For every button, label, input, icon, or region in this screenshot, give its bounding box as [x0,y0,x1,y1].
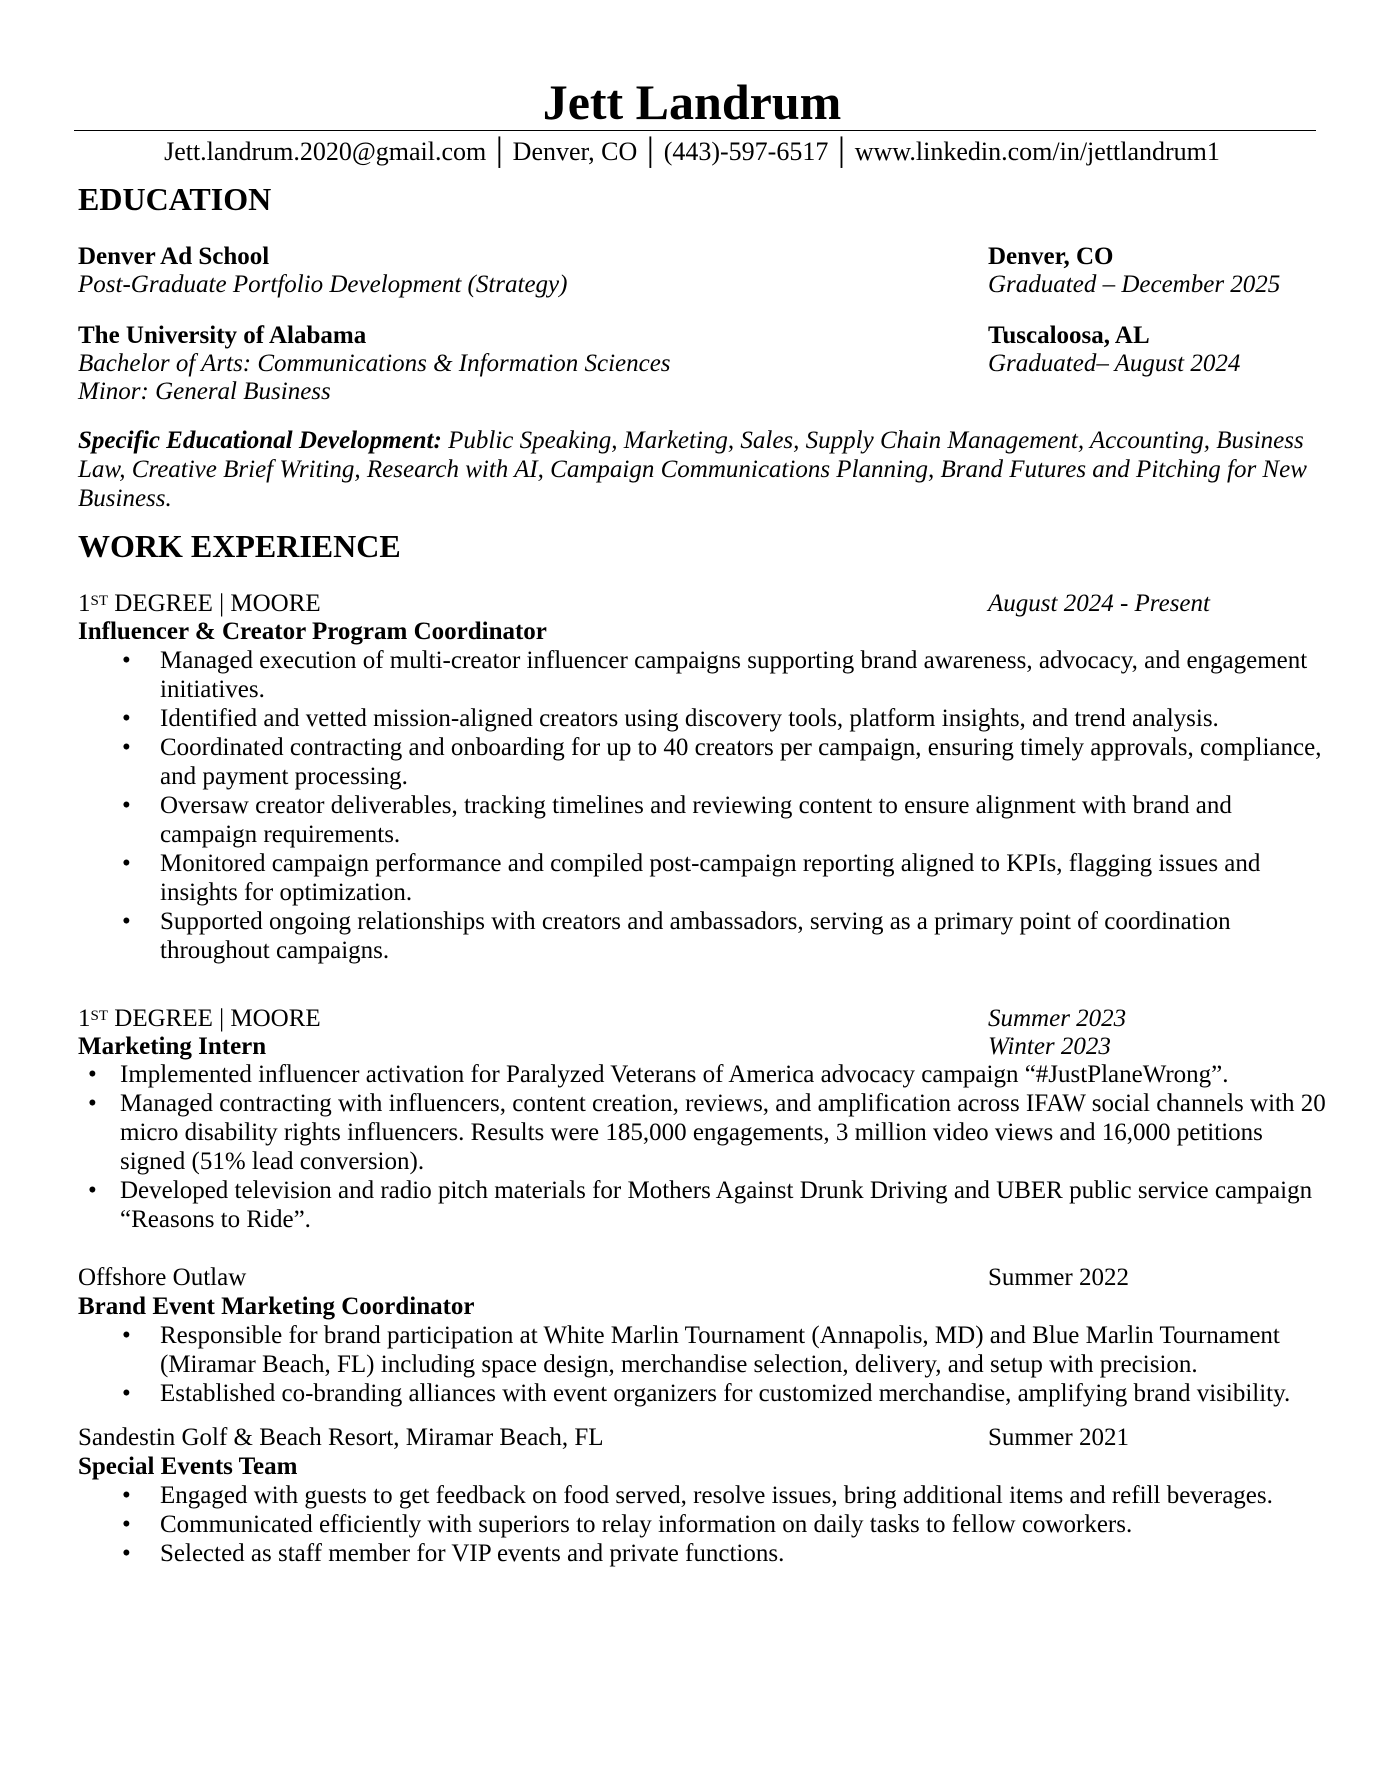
job-date: Summer 2023 [988,1005,1127,1032]
list-item: • Oversaw creator deliverables, tracking timelines and reviewing content to ensure alignment with brand and campaign requirements. [122,792,1232,848]
job-role: Brand Event Marketing Coordinator [78,1293,475,1320]
job-company-row [78,589,1318,618]
job-date-secondary: Winter 2023 [988,1033,1111,1060]
list-item: • Managed contracting with influencers, content creation, reviews, and amplification across IFAW social channels with 20 micro disability rights influencers. Results were 185,000 engagements, 3 million video views and 16,000 petitions signed (51% lead conversion). [88,1090,1326,1175]
educational-development-text: Public Speaking, Marketing, Sales, Supply Chain Management, Accounting, Business Law, Creative Brief Writing, Research with AI, Campaign Communications Planning, Brand Futures and Pitching for New Business. [78,427,1307,512]
job-company: 1ST DEGREE | MOORE [78,1005,321,1032]
list-item: • Coordinated contracting and onboarding for up to 40 creators per campaign, ensuring timely approvals, compliance, and payment processing. [122,734,1322,790]
list-item: • Engaged with guests to get feedback on food served, resolve issues, bring additional items and refill beverages. [122,1482,1273,1509]
school-date: Graduated – December 2025 [988,271,1281,298]
contact-line [0,136,1384,168]
contact-linkedin: www.linkedin.com/in/jettlandrum1 [854,137,1220,166]
list-item: • Monitored campaign performance and compiled post-campaign reporting aligned to KPIs, flagging issues and insights for optimization. [122,850,1261,906]
list-item: • Selected as staff member for VIP events and private functions. [122,1540,785,1567]
job-company-row [78,1004,1318,1033]
list-item: • Communicated efficiently with superiors to relay information on daily tasks to fellow coworkers. [122,1511,1133,1538]
candidate-name: Jett Landrum [542,74,842,130]
job-company: 1ST DEGREE | MOORE [78,590,321,617]
contact-separator: │ [641,137,660,166]
job-bullets [122,1321,1330,1408]
educational-development-label: Specific Educational Development: [78,427,442,454]
job-role-row [78,1032,1318,1061]
school-name: Denver Ad School [78,243,270,270]
job-company-row [78,1423,1318,1452]
contact-email: Jett.landrum.2020@gmail.com [164,137,487,166]
job-bullets [88,1060,1330,1234]
contact-location: Denver, CO [512,137,638,166]
job-bullets [122,1481,1330,1568]
school-name: The University of Alabama [78,322,367,349]
job-role: Special Events Team [78,1453,298,1480]
school-location: Denver, CO [988,243,1114,270]
job-company: Offshore Outlaw [78,1264,247,1291]
list-item: • Identified and vetted mission-aligned creators using discovery tools, platform insights, and trend analysis. [122,705,1219,732]
list-item: • Developed television and radio pitch materials for Mothers Against Drunk Driving and UBER public service campaign “Reasons to Ride”. [88,1177,1313,1233]
contact-separator: │ [490,137,509,166]
list-item: • Managed execution of multi-creator influencer campaigns supporting brand awareness, advocacy, and engagement initiatives. [122,647,1308,703]
school-row [78,242,1318,271]
school-row [78,321,1318,350]
education-heading: EDUCATION [78,181,272,217]
school-minor: Minor: General Business [78,378,331,405]
list-item: • Implemented influencer activation for Paralyzed Veterans of America advocacy campaign “#JustPlaneWrong”. [88,1061,1229,1088]
contact-phone: (443)-597-6517 [663,137,829,166]
school-location: Tuscaloosa, AL [988,322,1150,349]
work-experience-heading: WORK EXPERIENCE [78,528,401,564]
school-program: Post-Graduate Portfolio Development (Strategy) [78,271,568,298]
job-role: Marketing Intern [78,1033,267,1060]
school-date: Graduated– August 2024 [988,350,1241,377]
header-divider [74,130,1316,131]
school-program-row [78,349,1318,378]
job-company: Sandestin Golf & Beach Resort, Miramar Beach, FL [78,1424,604,1451]
contact-separator: │ [832,137,851,166]
list-item: • Responsible for brand participation at White Marlin Tournament (Annapolis, MD) and Blue Marlin Tournament (Miramar Beach, FL) including space design, merchandise selection, delivery, and setup with precision. [122,1322,1280,1378]
job-bullets [122,646,1330,965]
job-role: Influencer & Creator Program Coordinator [78,618,547,645]
job-date: August 2024 - Present [988,590,1210,617]
list-item: • Established co-branding alliances with event organizers for customized merchandise, amplifying brand visibility. [122,1380,1291,1407]
job-date: Summer 2022 [988,1264,1129,1291]
job-company-row [78,1263,1318,1292]
educational-development [78,426,1324,513]
school-program: Bachelor of Arts: Communications & Information Sciences [78,350,671,377]
list-item: • Supported ongoing relationships with creators and ambassadors, serving as a primary point of coordination throughout campaigns. [122,908,1231,964]
school-program-row [78,270,1318,299]
job-date: Summer 2021 [988,1424,1129,1451]
